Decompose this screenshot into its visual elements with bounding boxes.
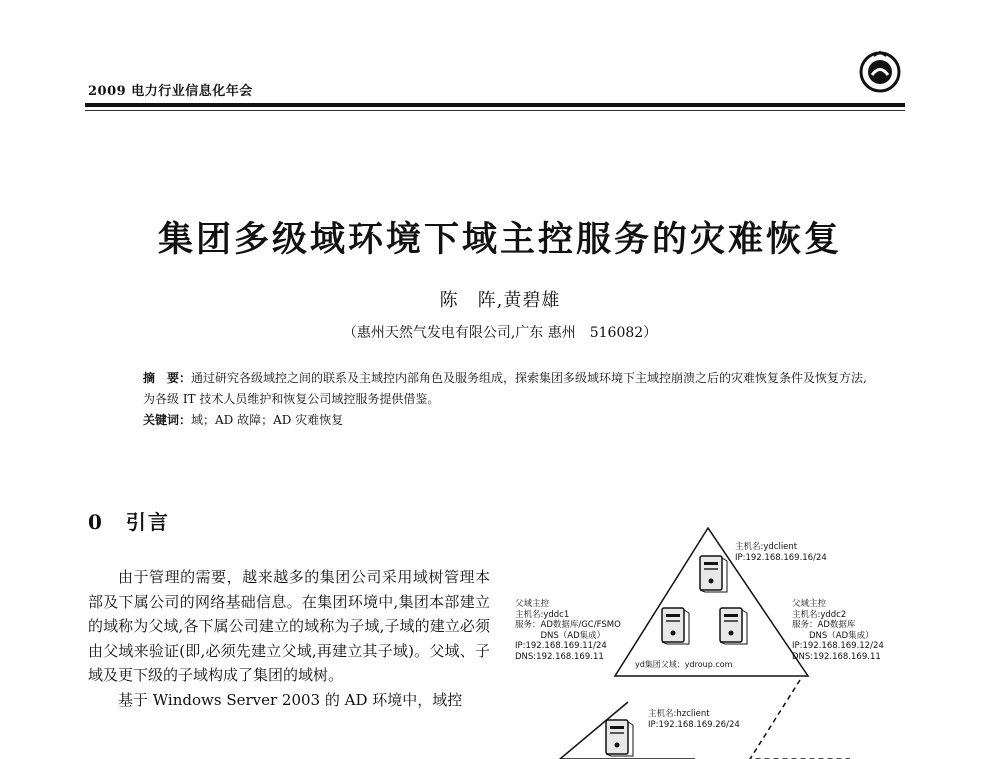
client-top-label: 主机名:ydclient IP:192.168.169.16/24 xyxy=(735,542,827,563)
section-heading xyxy=(88,506,170,535)
abstract-label: 摘 要： xyxy=(143,371,192,385)
network-diagram xyxy=(510,520,920,759)
section-number: 0 xyxy=(88,510,104,534)
abstract xyxy=(143,368,873,410)
paper-affiliation: （惠州天然气发电有限公司,广东 惠州 516082） xyxy=(342,325,658,341)
domain-label: yd集团父域：ydroup.com xyxy=(635,660,733,669)
dc1-label: 父域主控 主机名:yddc1 服务：AD数据库/GC/FSMO DNS（AD集成） IP:192.168.169.11/24 DNS:192.168.169.11 xyxy=(515,599,621,662)
client-bottom-server-icon xyxy=(606,720,633,756)
child-domain-dashed-triangle xyxy=(750,680,850,759)
paper-authors: 陈 阵,黄碧雄 xyxy=(439,290,561,311)
dc2-label: 父域主控 主机名:yddc2 服务：AD数据库 DNS（AD集成） IP:192.168.169.12/24 DNS:192.168.169.11 xyxy=(792,599,884,662)
header-rule xyxy=(85,103,905,107)
keywords-label: 关键词： xyxy=(143,413,192,427)
journal-header: 2009 电力行业信息化年会 xyxy=(88,84,253,99)
body-paragraph: 基于 Windows Server 2003 的 AD 环境中，域控 xyxy=(118,690,463,709)
client-bottom-label: 主机名:hzclient IP:192.168.169.26/24 xyxy=(648,709,740,730)
conference-logo-icon xyxy=(858,50,902,94)
abstract-text: 通过研究各级域控之间的联系及主域控内部角色及服务组成，探索集团多级域环境下主域控崩溃之后的灾难恢复条件及恢复方法,为各级 IT 技术人员维护和恢复公司域控服务提供借鉴。 xyxy=(143,371,867,406)
client-top-server-icon xyxy=(700,556,727,592)
header-rule-thin xyxy=(85,110,905,111)
dc2-server-icon xyxy=(720,608,747,644)
abstract-block xyxy=(143,368,873,431)
dc1-server-icon xyxy=(662,608,689,644)
paper-title: 集团多级域环境下域主控服务的灾难恢复 xyxy=(157,219,842,260)
body-paragraph: 由于管理的需要，越来越多的集团公司采用域树管理本部及下属公司的网络基础信息。在集团环境中,集团本部建立的域称为父域,各下属公司建立的域称为子域,子域的建立必须由父域来验证(即,必须先建立父域,再建立其子域)。父域、子域及更下级的子域构成了集团的域树。 xyxy=(88,568,490,684)
keywords xyxy=(143,410,873,431)
keywords-text: 域；AD 故障；AD 灾难恢复 xyxy=(191,413,344,427)
body-text xyxy=(88,565,490,712)
section-title: 引言 xyxy=(125,510,170,534)
